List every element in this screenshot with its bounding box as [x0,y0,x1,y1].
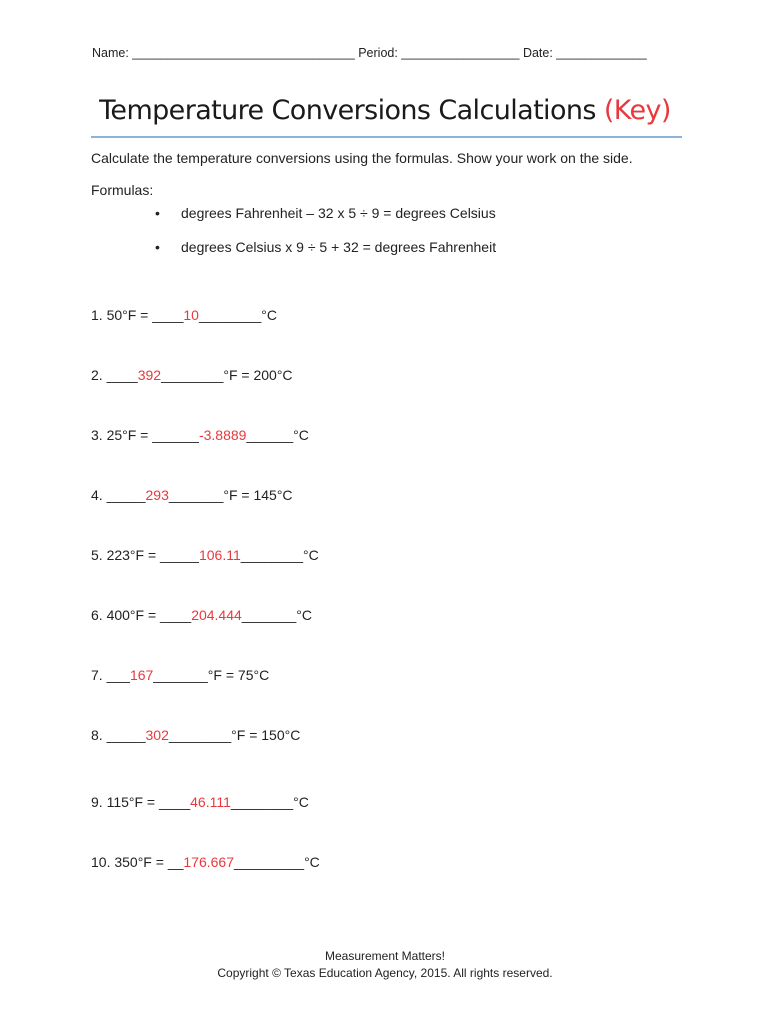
question-suffix: ________°C [240,547,319,563]
answer-value: 392 [137,367,162,383]
question-suffix: ________°F = 150°C [168,727,301,743]
answer-value: 46.111 [190,794,231,810]
question-prefix: 7. ___ [91,667,130,683]
question-8 [91,727,300,743]
answer-value: 106.11 [198,547,241,563]
question-prefix: 9. 115°F = ____ [91,794,191,810]
formula-text: degrees Fahrenheit – 32 x 5 ÷ 9 = degrees Celsius [181,205,496,221]
question-suffix: ________°C [198,307,277,323]
question-9 [91,794,309,810]
question-10 [91,854,320,870]
bullet-icon: • [155,239,160,255]
title-main: Temperature Conversions Calculations [99,95,596,126]
instructions-text: Calculate the temperature conversions using the formulas. Show your work on the side. [91,150,633,166]
formula-text: degrees Celsius x 9 ÷ 5 + 32 = degrees Fahrenheit [181,239,497,255]
question-3 [91,427,309,443]
question-suffix: _________°C [234,854,320,870]
question-prefix: 3. 25°F = ______ [91,427,199,443]
question-prefix: 8. _____ [91,727,146,743]
question-suffix: ________°F = 200°C [161,367,293,383]
question-prefix: 6. 400°F = ____ [91,607,192,623]
question-prefix: 2. ____ [91,367,138,383]
title-underline [91,136,682,138]
question-prefix: 5. 223°F = _____ [91,547,199,563]
bullet-icon: • [155,205,160,221]
question-suffix: _______°F = 75°C [153,667,270,683]
answer-value: 176.667 [183,854,234,870]
title-key-label: (Key) [603,95,671,126]
answer-value: -3.8889 [198,427,247,443]
answer-value: 293 [145,487,169,503]
question-suffix: ______°C [246,427,309,443]
question-prefix: 10. 350°F = __ [91,854,184,870]
question-6 [91,607,312,623]
question-4 [91,487,293,503]
formula-item [155,205,496,221]
formulas-label: Formulas: [91,182,154,198]
question-prefix: 4. _____ [91,487,146,503]
answer-value: 10 [183,307,199,323]
student-info-line: Name: ________________________________ Period: _________________ Date: _____________ [92,46,647,60]
formula-item [155,239,496,255]
question-1 [91,307,277,323]
footer-tagline: Measurement Matters! [324,949,446,963]
question-suffix: _______°F = 145°C [168,487,293,503]
question-suffix: _______°C [241,607,313,623]
question-prefix: 1. 50°F = ____ [91,307,184,323]
footer-copyright: Copyright © Texas Education Agency, 2015. All rights reserved. [217,966,553,980]
question-2 [91,367,293,383]
page-title [0,95,770,126]
question-5 [91,547,319,563]
question-suffix: ________°C [230,794,309,810]
answer-value: 167 [129,667,154,683]
answer-value: 204.444 [191,607,242,623]
question-7 [91,667,269,683]
answer-value: 302 [145,727,169,743]
